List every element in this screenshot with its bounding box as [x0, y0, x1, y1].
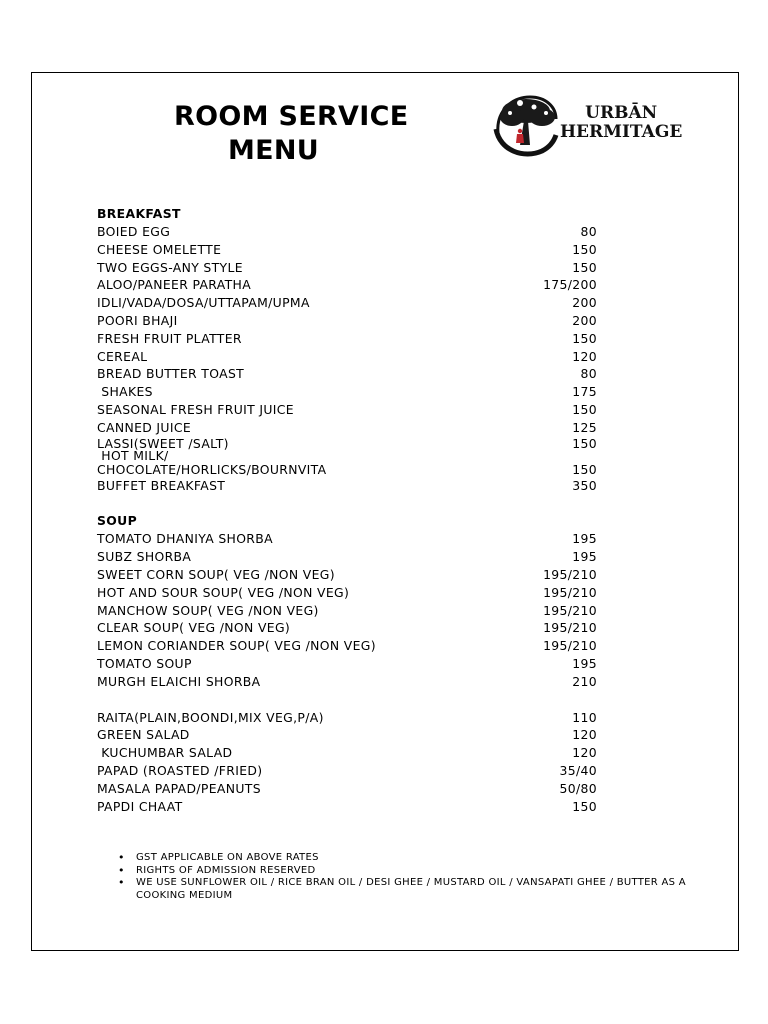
item-price: 35/40: [559, 762, 597, 778]
menu-item: [97, 383, 597, 401]
item-name: KUCHUMBAR SALAD: [97, 745, 233, 761]
item-price: 150: [572, 259, 597, 275]
item-name: BOIED EGG: [97, 224, 171, 239]
item-price: 210: [572, 673, 597, 689]
note-item: • RIGHTS OF ADMISSION RESERVED: [118, 865, 698, 878]
item-price: 150: [572, 241, 597, 257]
item-name: BREAD BUTTER TOAST: [97, 366, 245, 382]
item-name: CANNED JUICE: [97, 419, 192, 435]
item-name: HOT AND SOUR SOUP( VEG /NON VEG): [97, 584, 350, 600]
item-name: BUFFET BREAKFAST: [97, 477, 226, 493]
menu-item: [97, 401, 597, 419]
item-price: 80: [580, 224, 597, 239]
menu-item: [97, 330, 597, 348]
item-price: 110: [572, 709, 597, 725]
item-price: 195/210: [543, 584, 597, 600]
menu-item: [97, 744, 597, 762]
menu-item: [97, 365, 597, 383]
item-name: POORI BHAJI: [97, 312, 178, 328]
item-name: TOMATO DHANIYA SHORBA: [97, 531, 273, 547]
item-price: 150: [572, 461, 597, 477]
item-name: CEREAL: [97, 348, 148, 364]
menu-item: [97, 477, 597, 495]
logo-line-2: HERMITAGE: [560, 122, 683, 142]
item-name: CHEESE OMELETTE: [97, 241, 222, 257]
menu-item: [97, 798, 597, 816]
page-title: [174, 100, 408, 168]
item-price: 195/210: [543, 638, 597, 654]
item-price: 120: [572, 727, 597, 743]
item-name: [97, 449, 326, 477]
item-name: MURGH ELAICHI SHORBA: [97, 673, 261, 689]
menu-item: [97, 762, 597, 780]
item-name: SHAKES: [97, 384, 153, 400]
notes-list: [118, 852, 698, 902]
note-item: • WE USE SUNFLOWER OIL / RICE BRAN OIL / DESI GHEE / MUSTARD OIL / VANSAPATI GHEE / BUTTER AS A COOKING MEDIUM: [118, 877, 698, 902]
item-name: MASALA PAPAD/PEANUTS: [97, 780, 261, 796]
menu-item: [97, 276, 597, 294]
menu-item: [97, 584, 597, 602]
note-item: • GST APPLICABLE ON ABOVE RATES: [118, 852, 698, 865]
item-name: LEMON CORIANDER SOUP( VEG /NON VEG): [97, 638, 376, 654]
spacer: [97, 494, 597, 512]
item-price: 200: [572, 295, 597, 311]
tree-icon: [496, 97, 556, 154]
logo-line-1: URBĀN: [585, 103, 658, 123]
item-price: 195/210: [543, 620, 597, 636]
section-heading-soup: SOUP: [97, 513, 137, 529]
item-price: 120: [572, 348, 597, 364]
item-price: 175: [572, 384, 597, 400]
item-price: 195: [572, 531, 597, 547]
item-name: PAPDI CHAAT: [97, 798, 183, 814]
item-name: LASSI(SWEET /SALT): [97, 435, 229, 451]
item-name: GREEN SALAD: [97, 727, 190, 743]
item-price: 150: [572, 435, 597, 451]
item-name: CLEAR SOUP( VEG /NON VEG): [97, 620, 291, 636]
menu-item: [97, 655, 597, 673]
menu-item: [97, 223, 597, 241]
item-name: TOMATO SOUP: [97, 655, 192, 671]
menu-item: [97, 259, 597, 277]
item-price: 150: [572, 401, 597, 417]
menu-item: [97, 419, 597, 437]
menu-item: [97, 637, 597, 655]
menu-item: [97, 566, 597, 584]
menu-item: [97, 780, 597, 798]
item-name: SUBZ SHORBA: [97, 549, 192, 565]
menu-item: [97, 294, 597, 312]
item-price: 120: [572, 745, 597, 761]
item-name: ALOO/PANEER PARATHA: [97, 277, 252, 293]
item-name: SWEET CORN SOUP( VEG /NON VEG): [97, 566, 335, 582]
item-price: 125: [572, 419, 597, 435]
item-name-line-2: CHOCOLATE/HORLICKS/BOURNVITA: [97, 461, 327, 477]
item-name: RAITA(PLAIN,BOONDI,MIX VEG,P/A): [97, 709, 324, 725]
menu-item: [97, 602, 597, 620]
item-name-line-1: HOT MILK/: [97, 447, 169, 463]
item-name: SEASONAL FRESH FRUIT JUICE: [97, 401, 294, 417]
menu-item: [97, 619, 597, 637]
menu-list: [97, 205, 597, 815]
item-price: 175/200: [543, 277, 597, 293]
menu-item: [97, 673, 597, 691]
item-name: PAPAD (ROASTED /FRIED): [97, 762, 263, 778]
title-line-2: MENU: [228, 135, 320, 166]
item-price: 50/80: [559, 780, 597, 796]
item-name: FRESH FRUIT PLATTER: [97, 330, 242, 346]
item-price: 195: [572, 655, 597, 671]
menu-item: [97, 530, 597, 548]
item-price: 80: [580, 366, 597, 382]
item-name: TWO EGGS-ANY STYLE: [97, 259, 243, 275]
menu-item: [97, 726, 597, 744]
menu-item: [97, 312, 597, 330]
menu-item: [97, 447, 597, 477]
menu-item: [97, 548, 597, 566]
logo-text: [560, 104, 682, 142]
item-price: 195/210: [543, 566, 597, 582]
title-line-1: ROOM SERVICE: [174, 101, 409, 132]
item-price: 150: [572, 330, 597, 346]
item-name: MANCHOW SOUP( VEG /NON VEG): [97, 602, 319, 618]
item-price: 195: [572, 549, 597, 565]
spacer: [97, 691, 597, 709]
item-price: 150: [572, 798, 597, 814]
section-heading-breakfast: BREAKFAST: [97, 206, 181, 221]
item-price: 350: [572, 477, 597, 493]
item-price: 195/210: [543, 602, 597, 618]
menu-item: [97, 348, 597, 366]
item-price: 200: [572, 312, 597, 328]
menu-item: [97, 241, 597, 259]
menu-item: [97, 709, 597, 727]
item-name: IDLI/VADA/DOSA/UTTAPAM/UPMA: [97, 295, 310, 311]
